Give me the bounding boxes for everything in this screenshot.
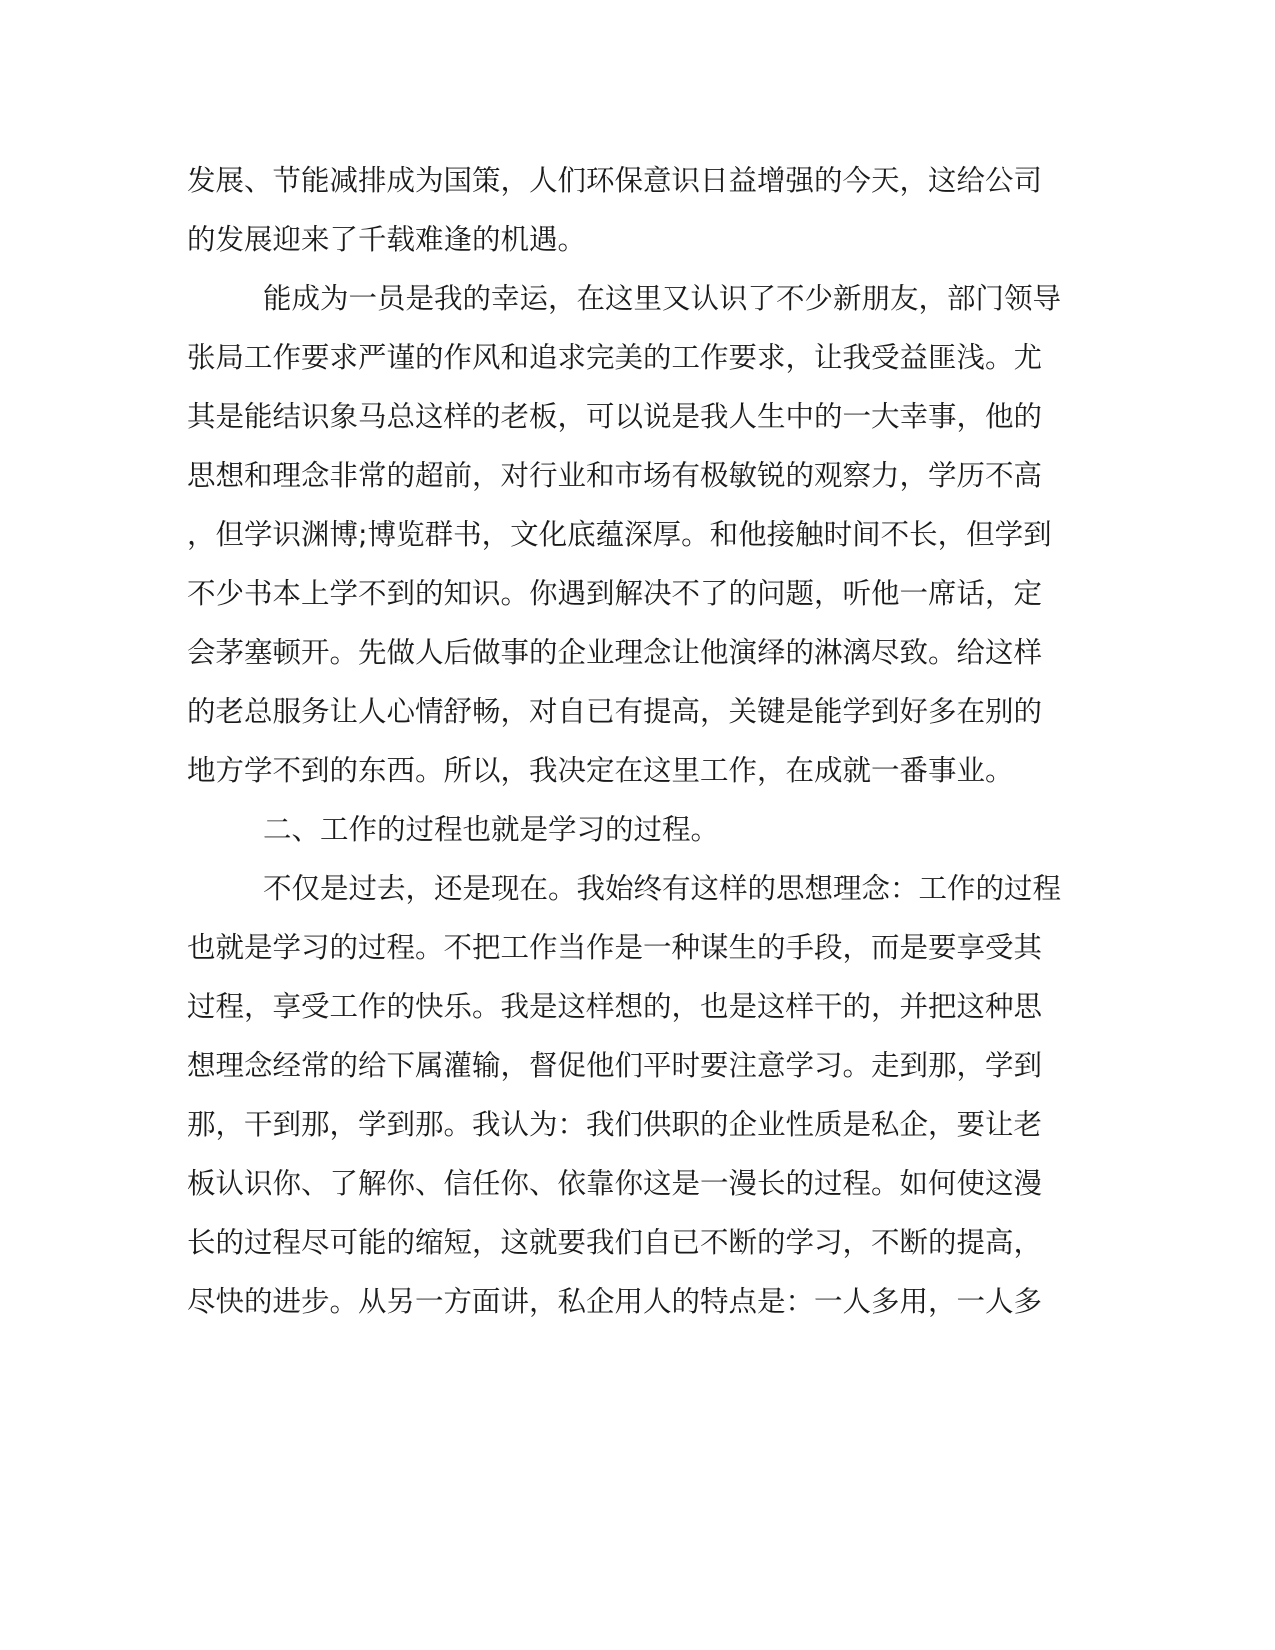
text-line: 思想和理念非常的超前，对行业和市场有极敏锐的观察力，学历不高 [187,459,1043,492]
text-line: 发展、节能减排成为国策，人们环保意识日益增强的今天，这给公司 [187,164,1043,197]
text-line: 会茅塞顿开。先做人后做事的企业理念让他演绎的淋漓尽致。给这样 [187,636,1043,669]
text-line: 板认识你、了解你、信任你、依靠你这是一漫长的过程。如何使这漫 [187,1167,1043,1200]
text-line: 的发展迎来了千载难逢的机遇。 [187,223,587,256]
section-heading: 二、工作的过程也就是学习的过程。 [263,813,720,846]
text-line: 的老总服务让人心情舒畅，对自已有提高，关键是能学到好多在别的 [187,695,1043,728]
text-line: 想理念经常的给下属灌输，督促他们平时要注意学习。走到那，学到 [187,1049,1043,1082]
text-line: 也就是学习的过程。不把工作当作是一种谋生的手段，而是要享受其 [187,931,1043,964]
text-line: 长的过程尽可能的缩短，这就要我们自已不断的学习，不断的提高， [187,1226,1043,1259]
paragraph-start-line: 不仅是过去，还是现在。我始终有这样的思想理念：工作的过程 [263,872,1062,905]
text-line: 地方学不到的东西。所以，我决定在这里工作，在成就一番事业。 [187,754,1014,787]
text-line: ，但学识渊博;博览群书，文化底蕴深厚。和他接触时间不长，但学到 [187,518,1052,551]
text-line: 那，干到那，学到那。我认为：我们供职的企业性质是私企，要让老 [187,1108,1043,1141]
text-line: 过程，享受工作的快乐。我是这样想的，也是这样干的，并把这种思 [187,990,1043,1023]
text-line: 其是能结识象马总这样的老板，可以说是我人生中的一大幸事，他的 [187,400,1043,433]
text-line: 张局工作要求严谨的作风和追求完美的工作要求，让我受益匪浅。尤 [187,341,1043,374]
paragraph-start-line: 能成为一员是我的幸运，在这里又认识了不少新朋友，部门领导 [263,282,1062,315]
text-line: 尽快的进步。从另一方面讲，私企用人的特点是：一人多用，一人多 [187,1285,1043,1318]
text-line: 不少书本上学不到的知识。你遇到解决不了的问题，听他一席话，定 [187,577,1043,610]
